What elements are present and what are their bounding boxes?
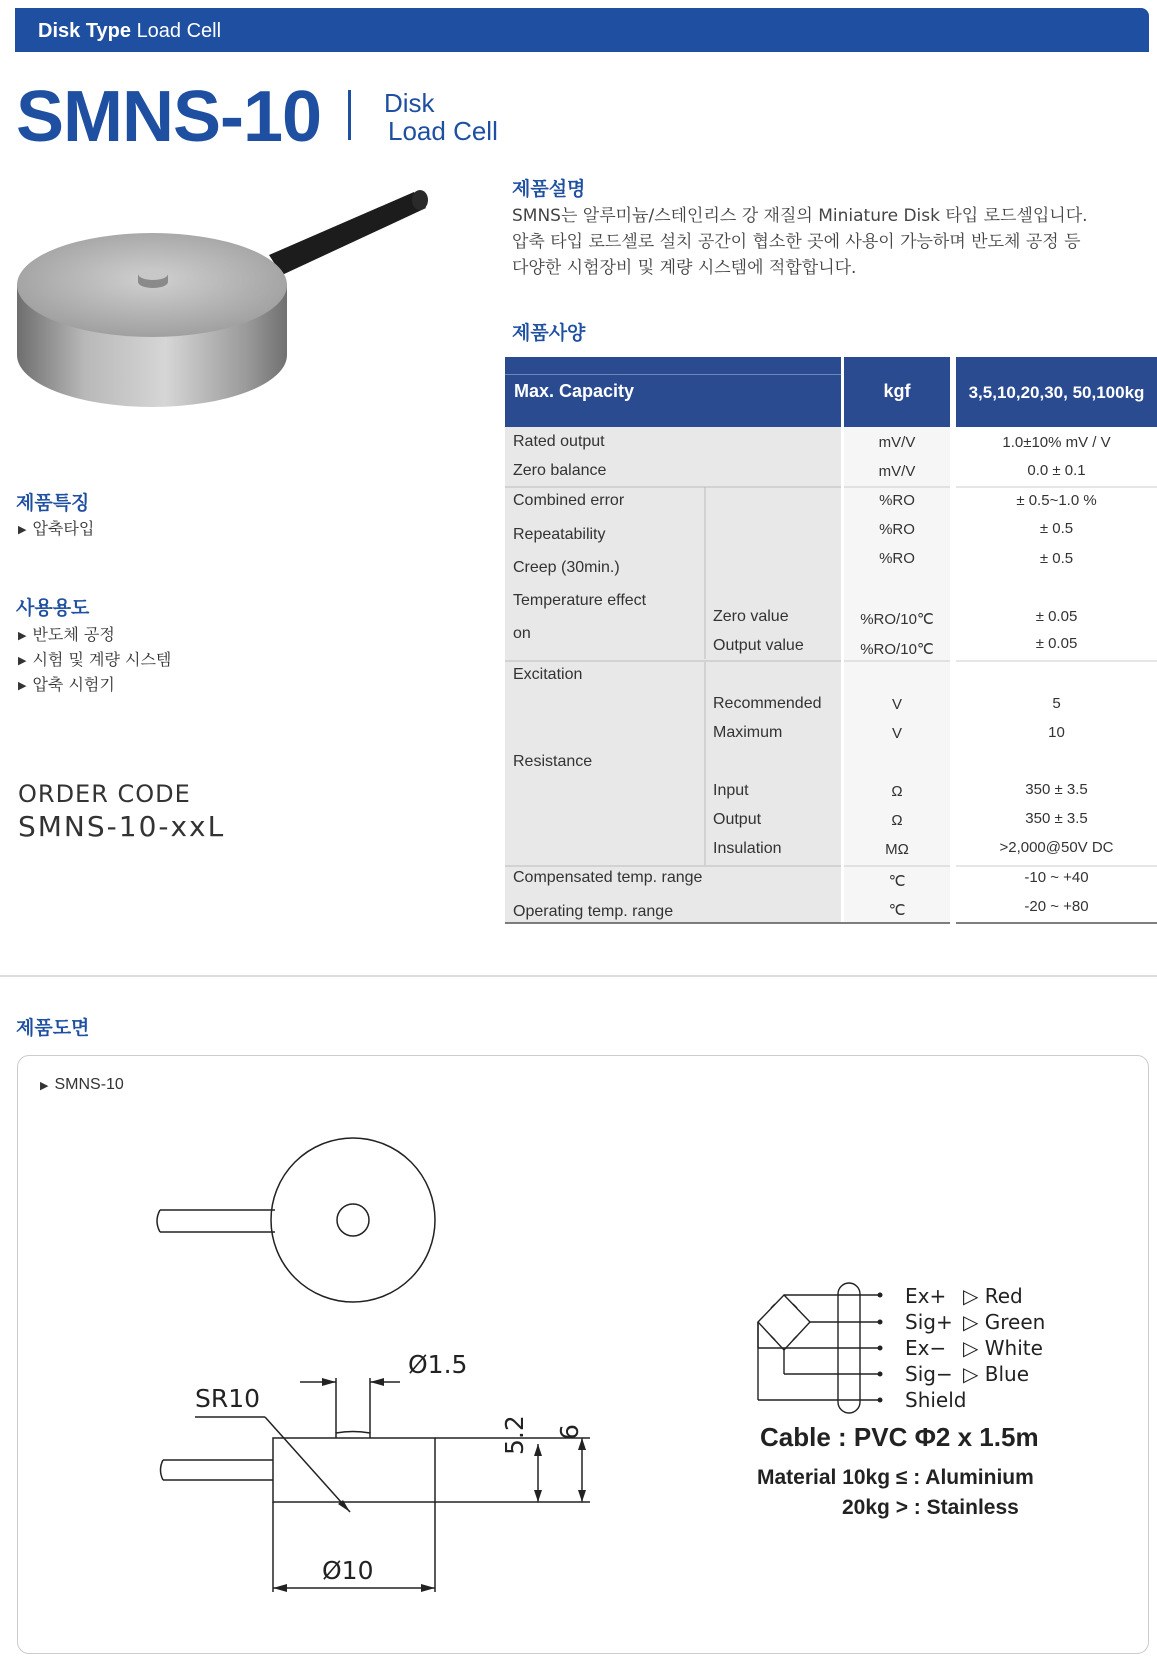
wire-ex-plus: Ex+ ▷ Red: [905, 1284, 1023, 1308]
usage-item: ▶ 반도체 공정: [18, 625, 115, 644]
model-subtitle-2: Load Cell: [388, 116, 498, 146]
value-input: 350 ± 3.5: [1025, 781, 1088, 798]
unit-op-temp: ℃: [888, 902, 906, 919]
dim-height-1: 5.2: [500, 1415, 529, 1455]
dim-diameter: Ø10: [322, 1556, 374, 1585]
unit-zero-value: %RO/10℃: [860, 611, 934, 628]
value-creep: ± 0.5: [1039, 550, 1074, 567]
unit-recommended: V: [891, 696, 902, 713]
value-zero-value: ± 0.05: [1035, 608, 1078, 625]
param-temp-effect: Temperature effect: [513, 592, 647, 609]
param-zero-balance: Zero balance: [513, 462, 607, 479]
dim-hole: Ø1.5: [408, 1350, 468, 1379]
unit-creep: %RO: [879, 550, 915, 567]
unit-input: Ω: [891, 783, 903, 800]
wire-shield: Shield: [905, 1388, 967, 1412]
value-comp-temp: -10 ~ +40: [1024, 869, 1089, 886]
param-comp-temp: Compensated temp. range: [513, 869, 703, 886]
unit-comp-temp: ℃: [888, 873, 906, 890]
features-title: 제품특징: [16, 492, 90, 514]
model-subtitle-1: Disk: [384, 88, 435, 118]
unit-insulation: MΩ: [885, 841, 909, 858]
unit-zero-balance: mV/V: [878, 463, 916, 480]
param-recommended: Recommended: [713, 695, 822, 712]
description-line: 다양한 시험장비 및 계량 시스템에 적합합니다.: [512, 258, 857, 278]
value-output: 350 ± 3.5: [1025, 810, 1088, 827]
value-maximum: 10: [1048, 724, 1065, 741]
material-line-1: Material 10kg ≤ : Aluminium: [757, 1466, 1034, 1489]
usage-item: ▶ 시험 및 계량 시스템: [18, 650, 172, 669]
model-title: SMNS-10: [16, 77, 322, 157]
order-code-value: SMNS-10-xxL: [18, 810, 226, 843]
drawing-label: ▶ SMNS-10: [40, 1076, 124, 1093]
param-input: Input: [713, 782, 749, 799]
usage-item: ▶ 압축 시험기: [18, 675, 115, 694]
wire-ex-minus: Ex− ▷ White: [905, 1336, 1043, 1360]
order-code-label: ORDER CODE: [18, 780, 191, 808]
param-zero-value: Zero value: [713, 608, 789, 625]
spec-table-header: [505, 357, 1157, 427]
usage-title: 사용용도: [16, 597, 90, 619]
description-line: SMNS는 알루미늄/스테인리스 강 재질의 Miniature Disk 타입 로드셀입니다.: [512, 206, 1088, 226]
spec-title: 제품사양: [512, 322, 586, 344]
description-title: 제품설명: [512, 178, 586, 200]
value-rated-output: 1.0±10% mV / V: [1002, 434, 1111, 451]
unit-output: Ω: [891, 812, 903, 829]
value-output-value: ± 0.05: [1035, 635, 1078, 652]
cable-spec: Cable : PVC Φ2 x 1.5m: [760, 1422, 1039, 1452]
value-insulation: >2,000@50V DC: [999, 839, 1114, 856]
dim-height-2: 6: [555, 1424, 584, 1440]
category-light: Load Cell: [136, 20, 222, 42]
section-divider: [0, 975, 1157, 977]
param-creep: Creep (30min.): [513, 559, 620, 576]
feature-item: ▶ 압축타입: [18, 519, 95, 538]
param-insulation: Insulation: [713, 840, 782, 857]
wire-sig-minus: Sig− ▷ Blue: [905, 1362, 1030, 1386]
param-op-temp: Operating temp. range: [513, 903, 674, 920]
value-recommended: 5: [1052, 695, 1061, 712]
param-temp-effect-on: on: [513, 625, 531, 642]
header-unit: kgf: [883, 381, 911, 401]
value-zero-balance: 0.0 ± 0.1: [1027, 462, 1086, 479]
header-param: Max. Capacity: [514, 381, 635, 401]
dim-sr: SR10: [195, 1384, 261, 1413]
param-resistance: Resistance: [513, 753, 593, 770]
wiring-labels: [905, 1283, 1045, 1413]
unit-combined-error: %RO: [879, 492, 915, 509]
description-line: 압축 타입 로드셀로 설치 공간이 협소한 곳에 사용이 가능하며 반도체 공정 등: [512, 232, 1081, 252]
value-combined-error: ± 0.5~1.0 %: [1016, 492, 1097, 509]
param-excitation: Excitation: [513, 666, 583, 683]
param-combined-error: Combined error: [513, 492, 625, 509]
param-output-value: Output value: [713, 637, 804, 654]
unit-maximum: V: [891, 725, 902, 742]
material-line-2: 20kg > : Stainless: [842, 1496, 1019, 1519]
category-bold: Disk Type: [38, 20, 131, 42]
value-repeatability: ± 0.5: [1039, 520, 1074, 537]
wire-sig-plus: Sig+ ▷ Green: [905, 1310, 1046, 1334]
param-output: Output: [713, 811, 762, 828]
unit-repeatability: %RO: [879, 521, 915, 538]
param-maximum: Maximum: [713, 724, 783, 741]
param-repeatability: Repeatability: [513, 526, 606, 543]
drawing-title: 제품도면: [16, 1017, 90, 1039]
unit-rated-output: mV/V: [878, 434, 916, 451]
value-op-temp: -20 ~ +80: [1024, 898, 1089, 915]
header-value: 3,5,10,20,30, 50,100kg: [968, 383, 1145, 402]
param-rated-output: Rated output: [513, 433, 605, 450]
unit-output-value: %RO/10℃: [860, 641, 934, 658]
